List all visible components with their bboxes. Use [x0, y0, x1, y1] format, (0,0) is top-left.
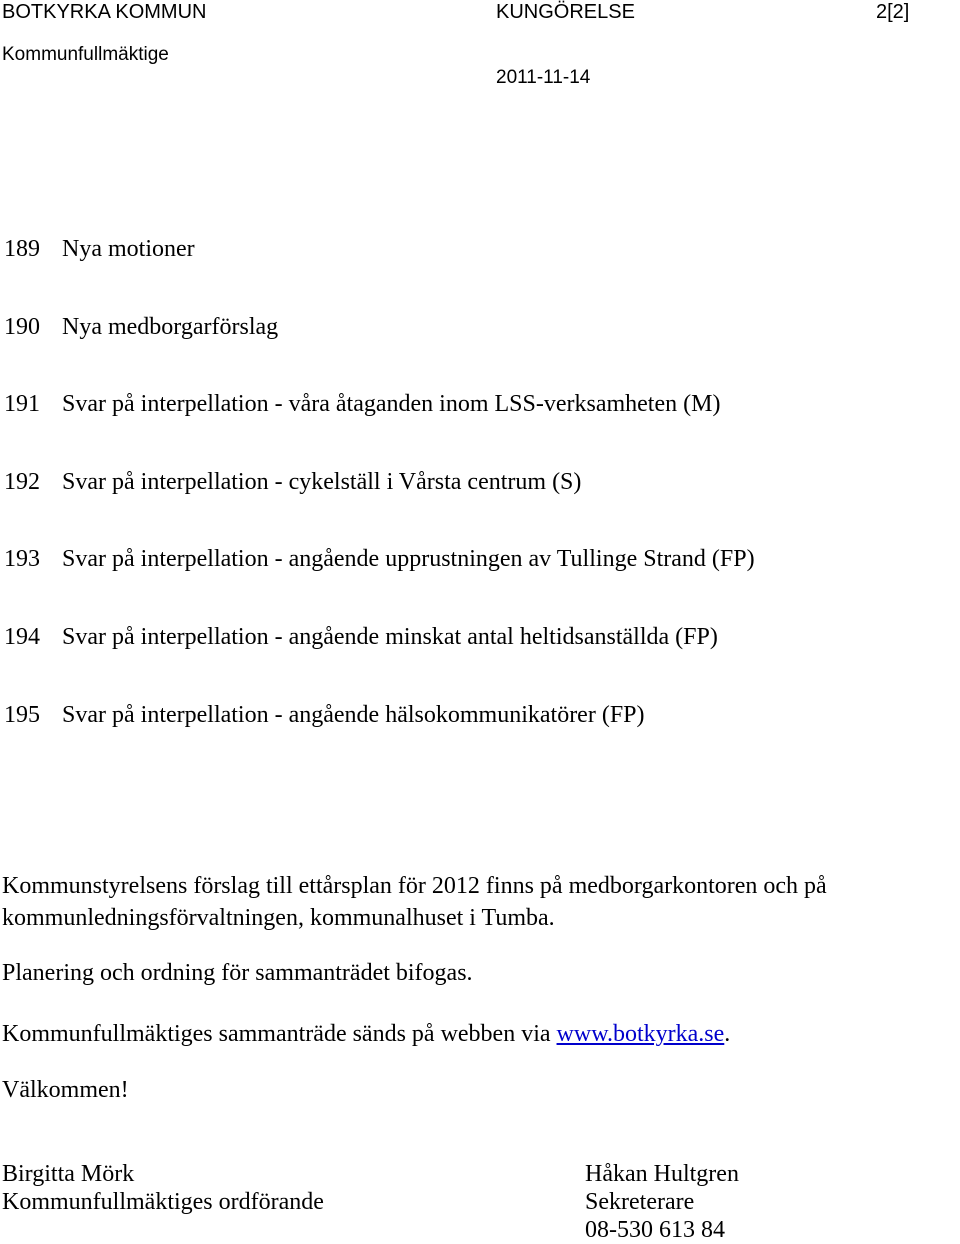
agenda-item — [4, 544, 944, 622]
agenda-item-number: 193 — [4, 546, 40, 573]
agenda-list — [4, 234, 944, 777]
agenda-item-title: Svar på interpellation - angående hälsokommunikatörer (FP) — [62, 701, 645, 728]
webcast-paragraph — [2, 1018, 942, 1050]
agenda-item — [4, 622, 944, 700]
page-number: 2[2] — [876, 1, 910, 23]
document-date: 2011-11-14 — [496, 67, 591, 88]
signatory-name: Birgitta Mörk — [2, 1161, 135, 1187]
agenda-item — [4, 234, 944, 312]
agenda-item-number: 190 — [4, 313, 40, 340]
signatory-title: Kommunfullmäktiges ordförande — [2, 1189, 324, 1215]
agenda-item-title: Nya motioner — [62, 236, 195, 262]
signatory-name: Håkan Hultgren — [585, 1161, 739, 1187]
signature-left — [2, 1160, 324, 1216]
signatory-phone: 08-530 613 84 — [585, 1217, 725, 1243]
agenda-item-title: Svar på interpellation - angående minskat antal heltidsanställda (FP) — [62, 623, 718, 650]
issuing-body: Kommunfullmäktige — [2, 44, 169, 65]
agenda-item-number: 191 — [4, 391, 40, 418]
agenda-item — [4, 312, 944, 390]
webcast-suffix: . — [724, 1021, 731, 1047]
planning-text: Planering och ordning för sammanträdet bifogas. — [2, 960, 473, 986]
agenda-item-title: Nya medborgarförslag — [62, 313, 279, 340]
agenda-item-title: Svar på interpellation - angående upprustningen av Tullinge Strand (FP) — [62, 546, 755, 573]
agenda-item-title: Svar på interpellation - våra åtaganden inom LSS-verksamheten (M) — [62, 391, 721, 418]
webcast-text: Kommunfullmäktiges sammanträde sänds på webben via — [2, 1021, 557, 1047]
agenda-item — [4, 700, 944, 778]
signatory-title: Sekreterare — [585, 1189, 695, 1215]
agenda-item-title: Svar på interpellation - cykelställ i Vårsta centrum (S) — [62, 468, 582, 495]
document-type: KUNGÖRELSE — [496, 1, 635, 23]
agenda-item-number: 189 — [4, 236, 40, 262]
agenda-item — [4, 389, 944, 467]
organization-name: BOTKYRKA KOMMUN — [2, 1, 207, 23]
signature-right — [585, 1160, 739, 1244]
proposal-line-1: Kommunstyrelsens förslag till ettårsplan för 2012 finns på medborgarkontoren och på — [2, 873, 827, 899]
website-link[interactable]: www.botkyrka.se — [556, 1021, 725, 1047]
welcome-text: Välkommen! — [2, 1077, 129, 1103]
agenda-item-number: 192 — [4, 468, 40, 495]
planning-paragraph — [2, 957, 942, 989]
proposal-line-2: kommunledningsförvaltningen, kommunalhuset i Tumba. — [2, 905, 555, 931]
agenda-item-number: 194 — [4, 623, 40, 650]
agenda-item-number: 195 — [4, 701, 40, 728]
welcome-paragraph — [2, 1074, 942, 1106]
agenda-item — [4, 467, 944, 545]
proposal-paragraph — [2, 870, 942, 934]
